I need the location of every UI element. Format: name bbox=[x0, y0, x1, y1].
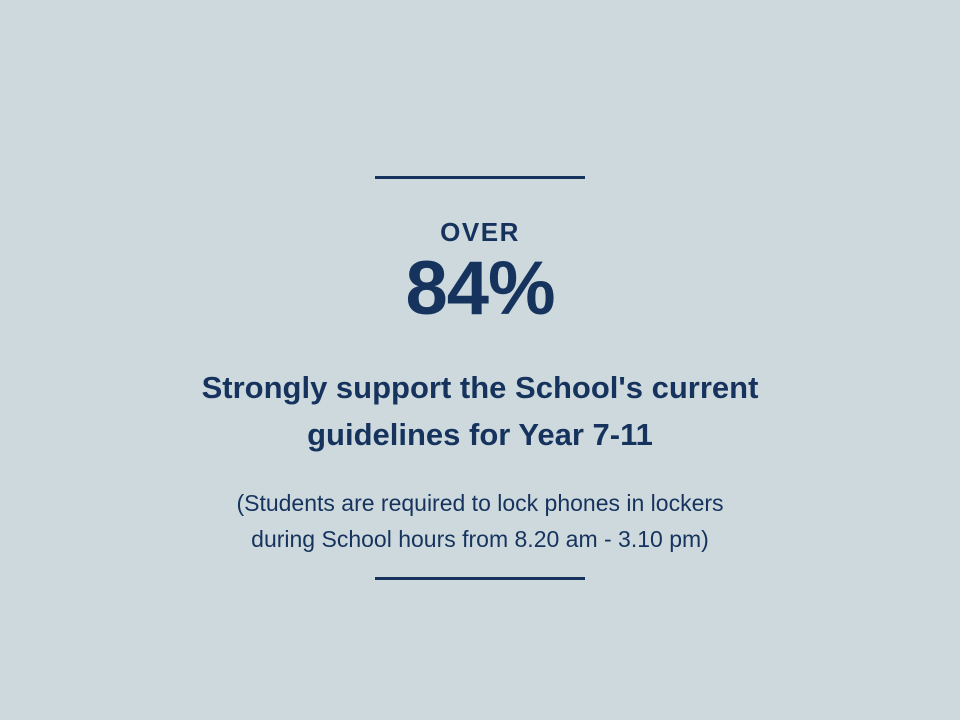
headline-line-2: guidelines for Year 7-11 bbox=[307, 416, 653, 452]
over-label: OVER bbox=[440, 217, 520, 247]
stat-percentage: 84% bbox=[405, 246, 555, 331]
subtext-line-1: (Students are required to lock phones in lockers bbox=[236, 490, 724, 516]
headline bbox=[202, 365, 759, 458]
bottom-divider-line bbox=[375, 577, 585, 580]
headline-line-1: Strongly support the School's current bbox=[201, 370, 759, 405]
subtext bbox=[236, 486, 723, 557]
top-divider-line bbox=[375, 176, 585, 179]
subtext-line-2: during School hours from 8.20 am - 3.10 pm) bbox=[251, 525, 709, 552]
